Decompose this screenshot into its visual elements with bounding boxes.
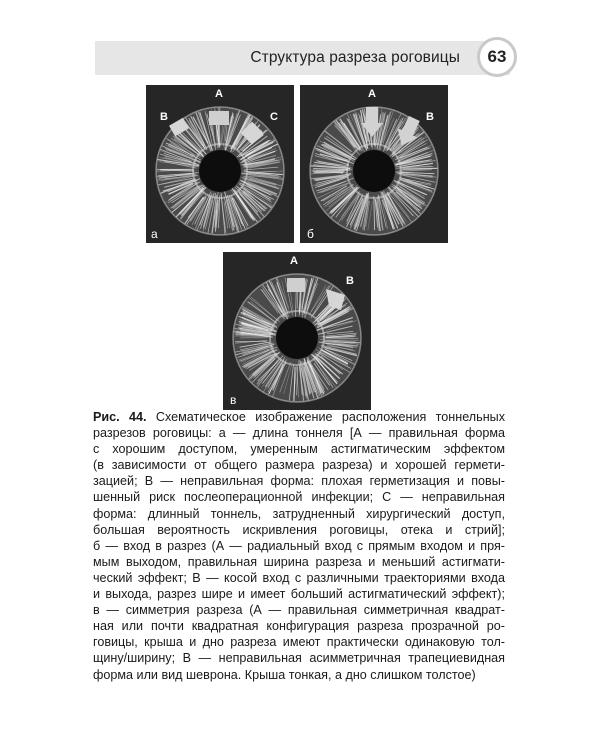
caption-line: зацией; В — неправильная форма: плохая герметизация и повы-: [93, 474, 505, 489]
figure-panel-a: [146, 85, 294, 243]
caption-line: мым выходом, правильная ширина разреза и меньший астигмати-: [93, 554, 505, 569]
figure-panel-c: [223, 252, 371, 410]
caption-line: ческий эффект; В — косой вход с различными траекториями входа: [93, 570, 505, 585]
caption-line: шенный риск послеоперационной инфекции; С — неправильная: [93, 490, 505, 505]
header-title: Структура разреза роговицы: [250, 49, 460, 66]
caption-line: с хорошим доступом, умеренным астигматическим эффектом: [93, 442, 505, 457]
running-header: [95, 41, 510, 75]
caption-line: (в зависимости от общего размера разреза) и хорошей гермети-: [93, 458, 505, 473]
panel-a-letter: а: [151, 227, 158, 241]
iris-image-a: [146, 85, 294, 243]
page-number-badge: [477, 37, 517, 77]
caption-line: ная или почти квадратная конфигурация разреза прозрачной ро-: [93, 619, 505, 634]
panel-a-label-b: B: [160, 111, 168, 123]
pupil: [199, 150, 241, 192]
page-number: 63: [487, 47, 507, 66]
panel-c-letter: в: [230, 393, 237, 407]
figure-label: Рис. 44.: [93, 410, 147, 424]
caption-line: в — симметрия разреза (А — правильная симметричная квадрат-: [93, 603, 505, 618]
pupil: [353, 150, 395, 192]
panel-b-label-a: A: [368, 88, 376, 100]
caption-line: большая вероятность искривления роговицы, отека и стрий];: [93, 522, 505, 537]
caption-line: Схематическое изображение расположения тоннельных: [155, 410, 506, 424]
caption-line: разрезов роговицы: а — длина тоннеля [А — правильная форма: [93, 426, 505, 441]
pupil: [276, 317, 318, 359]
caption-line: щину/ширину; В — неправильная асимметричная трапециевидная: [93, 651, 505, 666]
caption-line: форма: длинный тоннель, затрудненный хирургический доступ,: [93, 506, 505, 521]
caption-line: говицы, крыша и дно разреза имеют практически одинаковую тол-: [93, 635, 505, 650]
marker-a-square: [287, 278, 305, 292]
caption-line: б — вход в разрез (А — радиальный вход с прямым входом и пря-: [93, 538, 505, 553]
panel-a-label-a: A: [215, 88, 223, 100]
panel-b-letter: б: [307, 227, 314, 241]
caption-line: и выхода, разрез шире и имеет больший астигматический эффект);: [93, 587, 505, 602]
figure-panel-b: [300, 85, 448, 243]
caption-first-line: [93, 409, 505, 425]
panel-b-label-b: B: [426, 111, 434, 123]
panel-c-label-a: A: [290, 255, 298, 267]
panel-c-label-b: B: [346, 275, 354, 287]
iris-image-b: [300, 85, 448, 243]
caption-line: форма или вид шеврона. Крыша тонкая, а дно слишком толстое): [93, 667, 476, 682]
panel-a-label-c: C: [270, 111, 278, 123]
marker-a-square: [209, 111, 229, 125]
figure-caption: [93, 409, 505, 683]
